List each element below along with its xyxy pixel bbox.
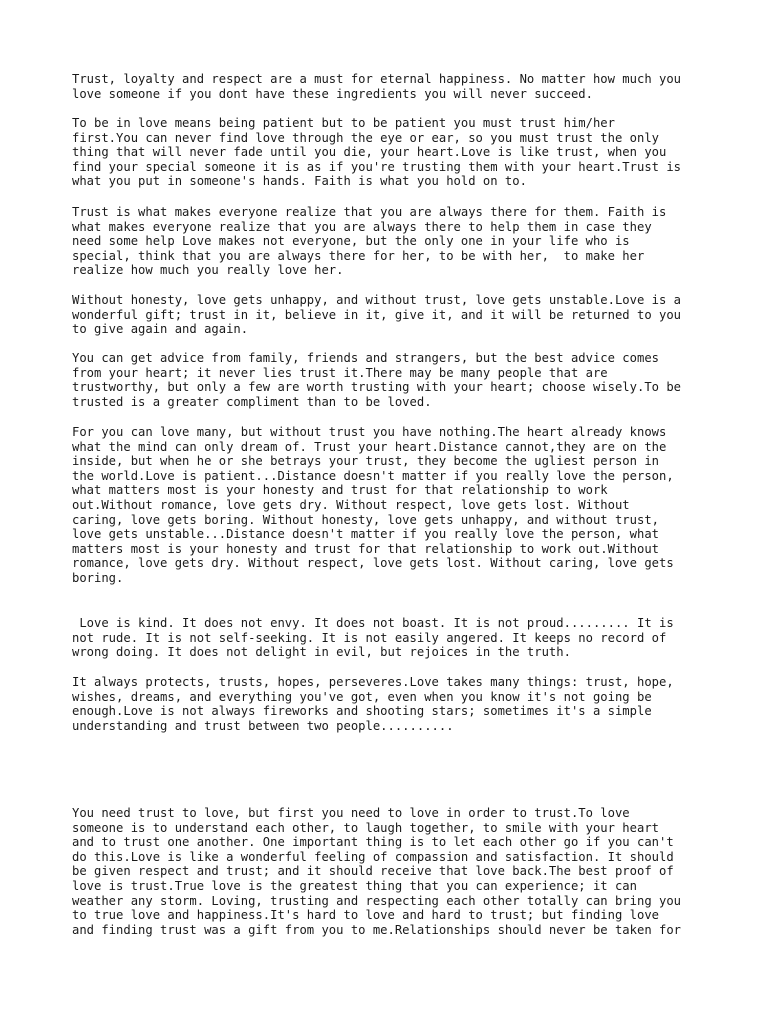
paragraph-8: It always protects, trusts, hopes, perseveres.Love takes many things: trust, hope, wishes, dreams, and everything you've got, even when you know it's not going be enough.Love is not always fireworks and shooting stars; sometimes it's a simple understanding and trust between two people.......... <box>72 675 674 733</box>
paragraph-6: For you can love many, but without trust you have nothing.The heart already knows what the mind can only dream of. Trust your heart.Distance cannot,they are on the inside, but when he or she betrays your trust, they become the ugliest person in the world.Love is patient...Distance doesn't matter if you really love the person, what matters most is your honesty and trust for that relationship to work out.Without romance, love gets dry. Without respect, love gets lost. Without caring, love gets boring. Without honesty, love gets unhappy, and without trust, love gets unstable...Distance doesn't matter if you really love the person, what matters most is your honesty and trust for that relationship to work out.Without romance, love gets dry. Without respect, love gets lost. Without caring, love gets boring. <box>72 425 674 585</box>
paragraph-4: Without honesty, love gets unhappy, and without trust, love gets unstable.Love is a wonderful gift; trust in it, believe in it, give it, and it will be returned to you to give again and again. <box>72 293 682 337</box>
paragraph-3: Trust is what makes everyone realize that you are always there for them. Faith is what makes everyone realize that you are always there to help them in case they need some help Love makes not everyone, but the only one in your life who is special, think that you are always there for her, to be with her, to make her realize how much you really love her. <box>72 205 667 278</box>
paragraph-1: Trust, loyalty and respect are a must for eternal happiness. No matter how much you love someone if you dont have these ingredients you will never succeed. <box>72 72 682 101</box>
paragraph-2: To be in love means being patient but to be patient you must trust him/her first.You can never find love through the eye or ear, so you must trust the only thing that will never fade until you die, your heart.Love is like trust, when you find your special someone it is as if you're trusting them with your heart.Trust is what you put in someone's hands. Faith is what you hold on to. <box>72 116 682 189</box>
paragraph-9: You need trust to love, but first you need to love in order to trust.To love someone is to understand each other, to laugh together, to smile with your heart and to trust one another. One important thing is to let each other go if you can't do this.Love is like a wonderful feeling of compassion and satisfaction. It should be given respect and trust; and it should receive that love back.The best proof of love is trust.True love is the greatest thing that you can experience; it can weather any storm. Loving, trusting and respecting each other totally can bring you to true love and happiness.It's hard to love and hard to trust; but finding love and finding trust was a gift from you to me.Relationships should never be taken for <box>72 806 682 937</box>
paragraph-7: Love is kind. It does not envy. It does not boast. It is not proud......... It is not rude. It is not self-seeking. It is not easily angered. It keeps no record of wrong doing. It does not delight in evil, but rejoices in the truth. <box>72 616 674 660</box>
paragraph-5: You can get advice from family, friends and strangers, but the best advice comes from your heart; it never lies trust it.There may be many people that are trustworthy, but only a few are worth trusting with your heart; choose wisely.To be trusted is a greater compliment than to be loved. <box>72 351 682 409</box>
